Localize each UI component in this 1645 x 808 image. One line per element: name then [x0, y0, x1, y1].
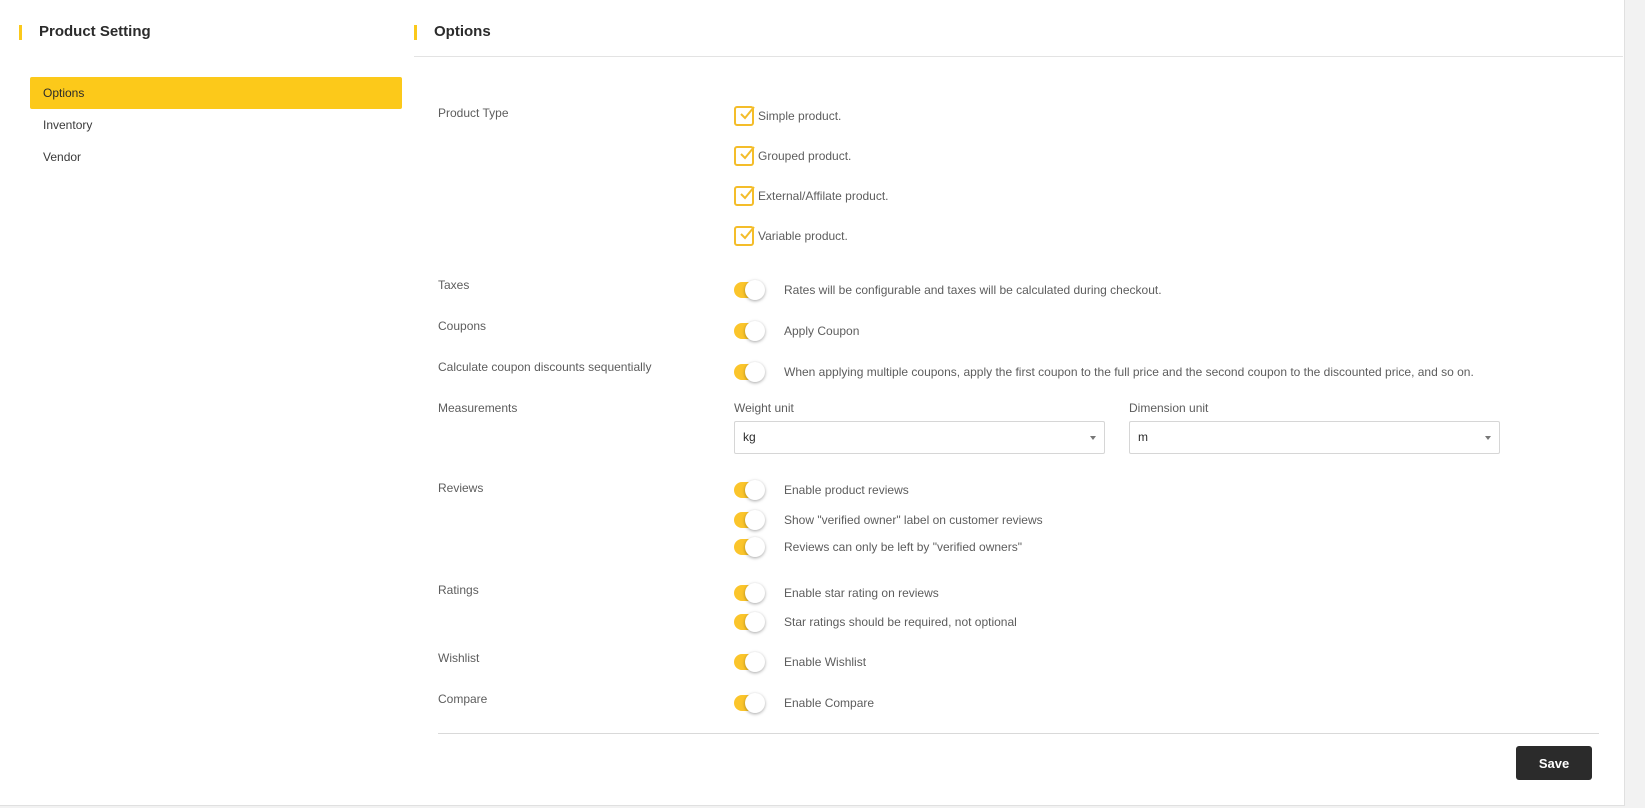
dimension-unit-select[interactable]	[1129, 421, 1500, 454]
ratings-label: Ratings	[438, 583, 479, 597]
sequential-toggle-row	[734, 362, 1474, 382]
checkbox-label: External/Affilate product.	[758, 189, 889, 203]
caret-down-icon	[1090, 436, 1096, 440]
checkbox-label: Grouped product.	[758, 149, 852, 163]
sidebar-item-vendor[interactable]: Vendor	[43, 150, 82, 164]
toggle-knob	[745, 693, 765, 713]
taxes-label: Taxes	[438, 278, 470, 292]
coupons-toggle-row	[734, 321, 859, 341]
sidebar-title: Product Setting	[19, 22, 151, 42]
coupons-label: Coupons	[438, 319, 487, 333]
toggle-label: Enable Compare	[784, 696, 875, 710]
checkbox-checked-icon	[734, 106, 754, 126]
toggle-label: Star ratings should be required, not optional	[784, 615, 1017, 629]
toggle-label: Enable product reviews	[784, 483, 909, 497]
verified-owners-only-toggle[interactable]	[734, 539, 764, 555]
simple-product-checkbox[interactable]	[734, 105, 841, 127]
taxes-toggle[interactable]	[734, 282, 764, 298]
external-product-checkbox[interactable]	[734, 185, 889, 207]
enable-reviews-toggle[interactable]	[734, 482, 764, 498]
star-rating-toggle-row	[734, 583, 939, 603]
toggle-label: Reviews can only be left by "verified owners"	[784, 540, 1022, 554]
checkbox-label: Simple product.	[758, 109, 842, 123]
enable-compare-toggle[interactable]	[734, 695, 764, 711]
apply-coupon-toggle[interactable]	[734, 323, 764, 339]
sidebar-item-options[interactable]: Options	[30, 77, 402, 109]
checkbox-checked-icon	[734, 186, 754, 206]
sequential-label: Calculate coupon discounts sequentially	[438, 360, 652, 374]
dimension-unit-label: Dimension unit	[1129, 401, 1209, 415]
toggle-knob	[745, 612, 765, 632]
toggle-label: Enable Wishlist	[784, 655, 867, 669]
reviews-label: Reviews	[438, 481, 484, 495]
toggle-label: Rates will be configurable and taxes will be calculated during checkout.	[784, 283, 1162, 297]
enable-wishlist-toggle[interactable]	[734, 654, 764, 670]
dimension-unit-value: m	[1138, 430, 1148, 444]
verified-owner-label-toggle[interactable]	[734, 512, 764, 528]
toggle-knob	[745, 537, 765, 557]
sidebar-item-inventory[interactable]: Inventory	[43, 118, 93, 132]
toggle-label: Apply Coupon	[784, 324, 860, 338]
wishlist-toggle-row	[734, 652, 866, 672]
measurements-label: Measurements	[438, 401, 518, 415]
variable-product-checkbox[interactable]	[734, 225, 848, 247]
checkbox-label: Variable product.	[758, 229, 848, 243]
taxes-toggle-row	[734, 280, 1162, 300]
toggle-label: When applying multiple coupons, apply the first coupon to the full price and the second coupon to the discounted price, and so on.	[784, 365, 1474, 379]
required-rating-toggle-row	[734, 612, 1017, 632]
verified-owners-only-toggle-row	[734, 537, 1022, 557]
verified-owner-label-toggle-row	[734, 510, 1043, 530]
footer-divider	[438, 733, 1599, 734]
checkbox-checked-icon	[734, 146, 754, 166]
weight-unit-label: Weight unit	[734, 401, 794, 415]
sequential-discounts-toggle[interactable]	[734, 364, 764, 380]
wishlist-label: Wishlist	[438, 651, 480, 665]
page-title: Options	[414, 22, 491, 42]
toggle-knob	[745, 510, 765, 530]
toggle-knob	[745, 652, 765, 672]
toggle-knob	[745, 583, 765, 603]
caret-down-icon	[1485, 436, 1491, 440]
grouped-product-checkbox[interactable]	[734, 145, 851, 167]
toggle-knob	[745, 321, 765, 341]
product-type-label: Product Type	[438, 106, 509, 120]
enable-star-rating-toggle[interactable]	[734, 585, 764, 601]
compare-toggle-row	[734, 693, 874, 713]
required-star-rating-toggle[interactable]	[734, 614, 764, 630]
compare-label: Compare	[438, 692, 488, 706]
toggle-knob	[745, 480, 765, 500]
toggle-knob	[745, 362, 765, 382]
toggle-knob	[745, 280, 765, 300]
weight-unit-select[interactable]	[734, 421, 1105, 454]
checkbox-checked-icon	[734, 226, 754, 246]
reviews-toggle-row	[734, 480, 909, 500]
toggle-label: Show "verified owner" label on customer reviews	[784, 513, 1043, 527]
toggle-label: Enable star rating on reviews	[784, 586, 939, 600]
save-button[interactable]: Save	[1516, 746, 1592, 780]
weight-unit-value: kg	[743, 430, 756, 444]
header-divider	[414, 56, 1623, 57]
